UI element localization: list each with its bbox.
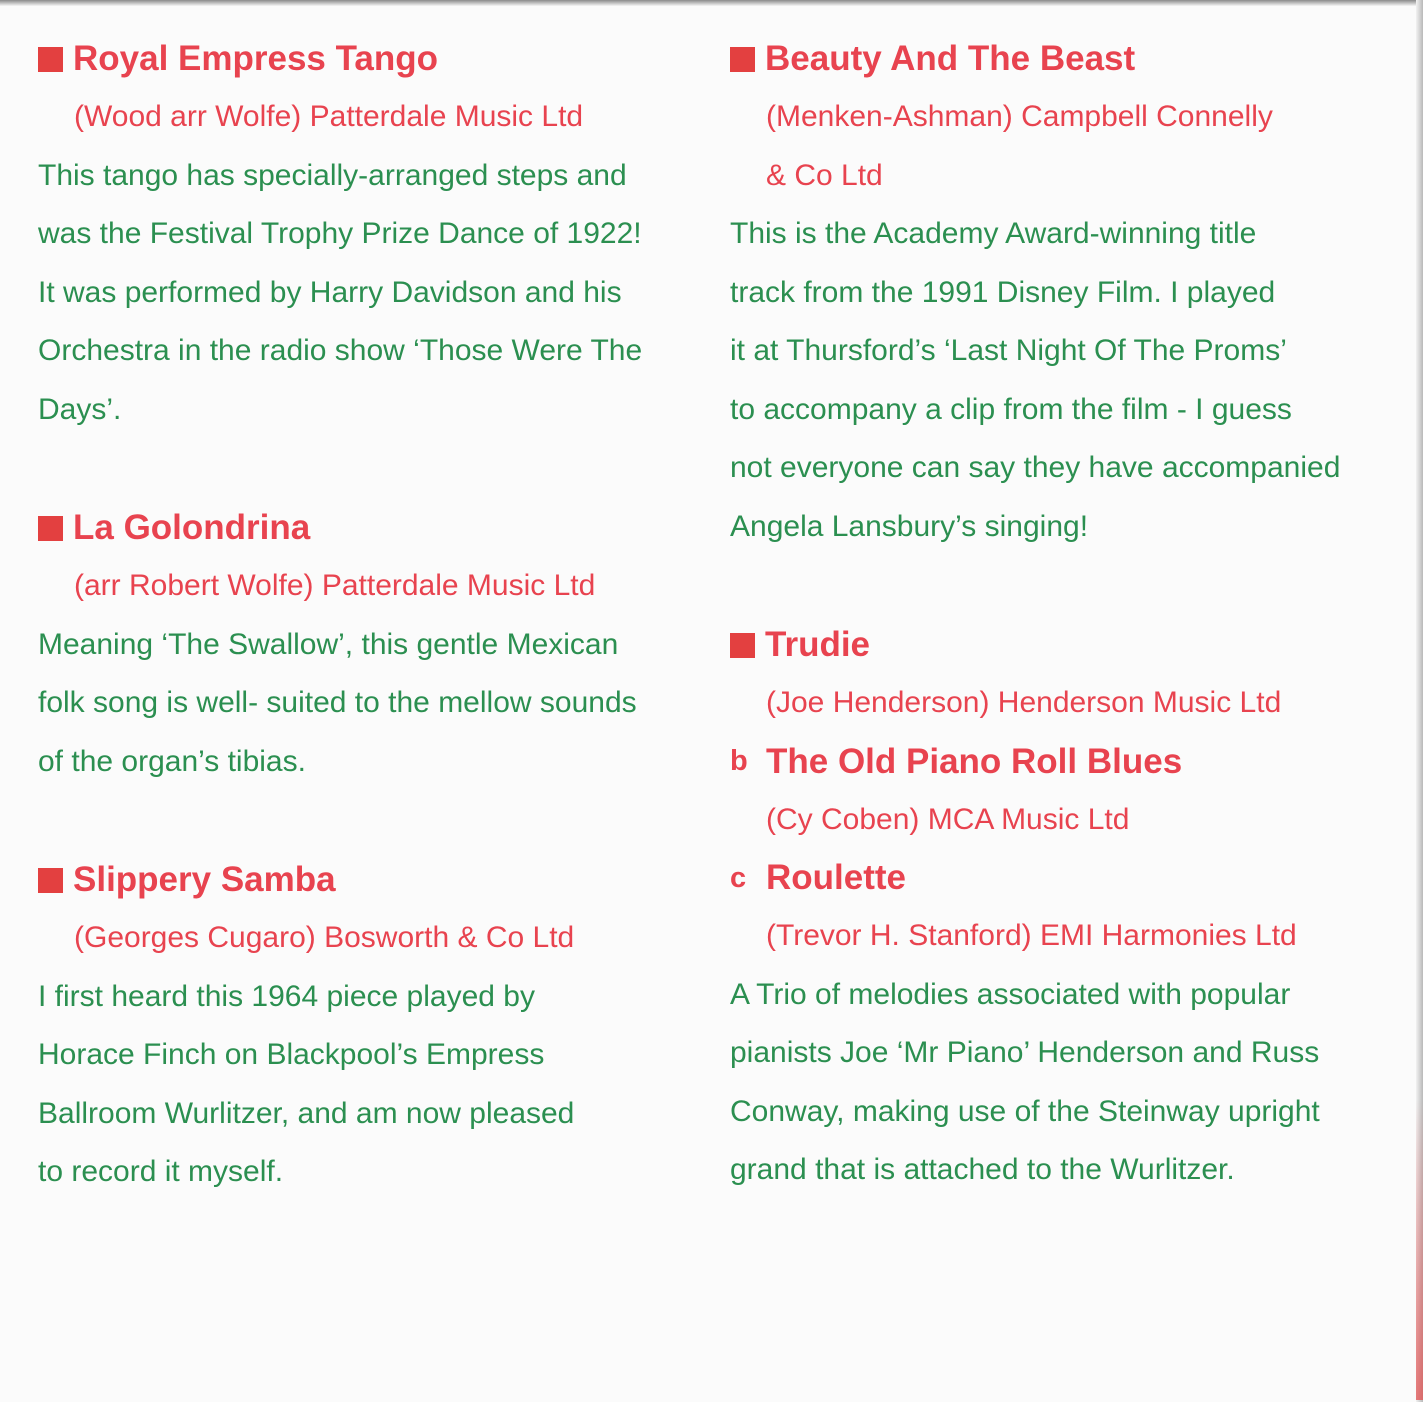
description-line: Days’. (38, 392, 122, 426)
track-title-line (730, 616, 1390, 674)
track-entry-la-golondrina (38, 499, 698, 791)
description-line: A Trio of melodies associated with popular (730, 977, 1291, 1011)
track-title-line (38, 499, 698, 557)
page-right-edge-tint (1416, 1100, 1423, 1400)
square-bullet-icon (38, 47, 63, 72)
description-line: Ballroom Wurlitzer, and am now pleased (38, 1096, 575, 1130)
track-credit: & Co Ltd (766, 158, 883, 192)
description-line: Conway, making use of the Steinway upright (730, 1094, 1320, 1128)
track-title: Trudie (765, 625, 871, 664)
description-line: grand that is attached to the Wurlitzer. (730, 1153, 1235, 1186)
track-entry-slippery-samba (38, 851, 698, 1202)
track-title: The Old Piano Roll Blues (766, 741, 1183, 781)
page-top-edge (0, 0, 1423, 6)
description-line: Angela Lansbury’s singing! (730, 509, 1089, 543)
track-title-line (38, 851, 698, 909)
track-credit: (Joe Henderson) Henderson Music Ltd (766, 686, 1282, 719)
description-line: It was performed by Harry Davidson and his (38, 275, 622, 309)
track-credit: (Menken-Ashman) Campbell Connelly (766, 100, 1273, 133)
track-credit: (Cy Coben) MCA Music Ltd (766, 802, 1130, 836)
description-line: track from the 1991 Disney Film. I played (730, 275, 1276, 309)
track-credit: (Trevor H. Stanford) EMI Harmonies Ltd (766, 919, 1297, 952)
track-title-line (730, 30, 1390, 88)
description-line: of the organ’s tibias. (38, 744, 306, 778)
track-description (730, 966, 1390, 1200)
square-bullet-icon (38, 516, 63, 541)
description-line: to record it myself. (38, 1155, 284, 1188)
description-line: Horace Finch on Blackpool’s Empress (38, 1038, 545, 1071)
track-credit: (arr Robert Wolfe) Patterdale Music Ltd (74, 569, 596, 602)
description-line: to accompany a clip from the film - I guess (730, 392, 1292, 426)
description-line: pianists Joe ‘Mr Piano’ Henderson and Russ (730, 1036, 1320, 1069)
description-line: This tango has specially-arranged steps and (38, 158, 627, 192)
track-title-line (730, 733, 1390, 791)
track-description (730, 205, 1390, 556)
track-entry-medley (730, 616, 1390, 1200)
description-line: Meaning ‘The Swallow’, this gentle Mexican (38, 627, 619, 661)
description-line: folk song is well- suited to the mellow sounds (38, 686, 637, 719)
track-title: La Golondrina (73, 508, 311, 547)
track-entry-royal-empress-tango (38, 30, 698, 439)
medley-marker: b (730, 745, 748, 777)
square-bullet-icon (730, 47, 755, 72)
track-title-line (38, 30, 698, 88)
track-title: Slippery Samba (73, 860, 336, 899)
track-credit: (Wood arr Wolfe) Patterdale Music Ltd (74, 100, 584, 133)
description-line: This is the Academy Award-winning title (730, 217, 1257, 250)
description-line: Orchestra in the radio show ‘Those Were The (38, 334, 643, 367)
description-line: it at Thursford’s ‘Last Night Of The Proms’ (730, 334, 1287, 367)
description-line: not everyone can say they have accompanied (730, 451, 1341, 484)
left-column (38, 30, 698, 1202)
description-line: I first heard this 1964 piece played by (38, 979, 535, 1013)
medley-marker: c (730, 861, 747, 894)
track-description (38, 616, 698, 792)
track-credit: (Georges Cugaro) Bosworth & Co Ltd (74, 921, 575, 954)
square-bullet-icon (38, 868, 63, 893)
track-title: Roulette (766, 858, 906, 897)
track-description (38, 968, 698, 1202)
right-column (730, 30, 1390, 1200)
description-line: was the Festival Trophy Prize Dance of 1922! (38, 217, 642, 250)
track-title: Royal Empress Tango (73, 39, 439, 78)
track-entry-beauty-and-the-beast (730, 30, 1390, 556)
track-title: Beauty And The Beast (765, 39, 1136, 78)
square-bullet-icon (730, 633, 755, 658)
track-description (38, 147, 698, 440)
track-title-line (730, 849, 1390, 907)
